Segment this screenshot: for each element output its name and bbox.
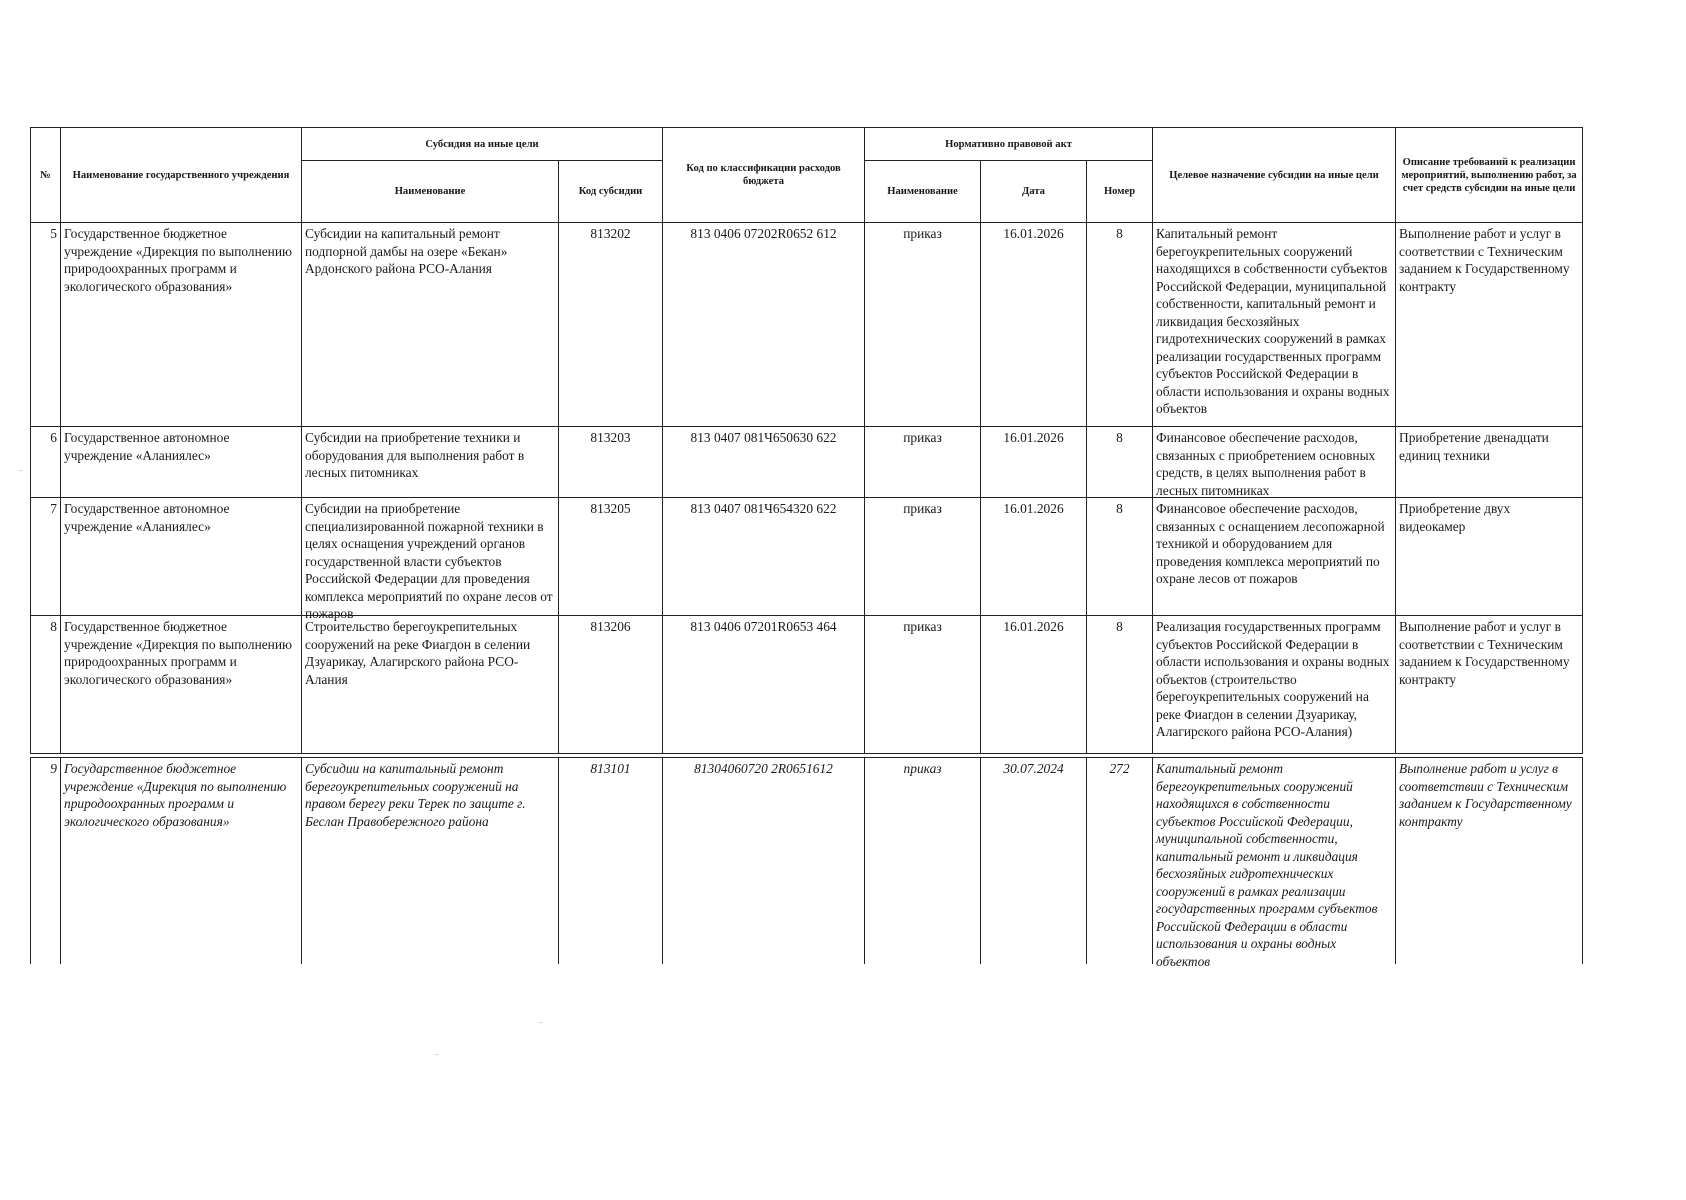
row-number: 8 (31, 616, 61, 754)
scan-speck (540, 1022, 542, 1023)
purpose-text: Финансовое обеспечение расходов, связанных с оснащением лесопожарной техникой и оборудованием для проведения комплекса мероприятий по охране лесов от пожаров (1156, 501, 1385, 586)
col-act-number-header: Номер (1087, 161, 1153, 223)
subsidy-code-cell: 813206 (559, 616, 663, 754)
col-act-group-header: Нормативно правовой акт (865, 128, 1153, 161)
institution-text: Государственное бюджетное учреждение «Дирекция по выполнению природоохранных программ и экологического образования» (64, 761, 287, 829)
table-row (31, 498, 1583, 616)
requirements-text: Выполнение работ и услуг в соответствии с Техническим заданием к Государственному контракту (1399, 619, 1570, 687)
kbk-cell: 813 0407 081Ч650630 622 (663, 427, 865, 498)
subsidy-name-text: Субсидии на приобретение специализированной пожарной техники в целях оснащения учреждений органов государственной власти субъектов Российской Федерации для проведения комплекса мероприятий по охране лесов от пожаров (305, 501, 553, 621)
act-date-cell: 16.01.2026 (981, 616, 1087, 754)
purpose-cell (1153, 427, 1396, 498)
table-row (31, 223, 1583, 427)
kbk-cell: 813 0407 081Ч654320 622 (663, 498, 865, 616)
act-number-cell: 8 (1087, 498, 1153, 616)
subsidy-name-text: Строительство берегоукрепительных сооружений на реке Фиагдон в селении Дзуарикау, Алагирского района РСО-Алания (305, 619, 531, 687)
subsidy-table-sheet (30, 127, 1582, 969)
act-number-cell: 8 (1087, 427, 1153, 498)
subsidy-code-cell: 813205 (559, 498, 663, 616)
requirements-text: Выполнение работ и услуг в соответствии с Техническим заданием к Государственному контракту (1399, 226, 1570, 294)
subsidy-name-cell (302, 758, 559, 965)
act-date-cell: 30.07.2024 (981, 758, 1087, 965)
act-date-cell: 16.01.2026 (981, 498, 1087, 616)
subsidy-table (30, 127, 1583, 969)
requirements-cell (1396, 223, 1583, 427)
subsidy-name-text: Субсидии на капитальный ремонт берегоукрепительных сооружений на правом берегу реки Терек по защите г. Беслан Правобережного района (305, 761, 526, 829)
subsidy-code-cell: 813202 (559, 223, 663, 427)
purpose-text: Капитальный ремонт берегоукрепительных сооружений находящихся в собственности субъектов Российской Федерации, муниципальной собственности, капитальный ремонт и ликвидация бесхозяйных гидротехнических сооружений в рамках реализации государственных программ субъектов Российской Федерации в области использования и охраны водных объектов (1156, 761, 1378, 969)
requirements-text: Выполнение работ и услуг в соответствии с Техническим заданием к Государственному контракту (1399, 761, 1572, 829)
act-date-cell: 16.01.2026 (981, 223, 1087, 427)
row-number: 6 (31, 427, 61, 498)
kbk-cell: 813 0406 07202R0652 612 (663, 223, 865, 427)
subsidy-name-cell (302, 616, 559, 754)
requirements-cell (1396, 498, 1583, 616)
subsidy-name-text: Субсидии на капитальный ремонт подпорной дамбы на озере «Бекан» Ардонского района РСО-Алания (305, 226, 508, 276)
institution-text: Государственное автономное учреждение «Аланиялес» (64, 501, 230, 534)
scan-speck (436, 1054, 438, 1055)
subsidy-name-cell (302, 427, 559, 498)
col-kbk-header: Код по классификации расходов бюджета (663, 128, 865, 223)
requirements-cell (1396, 758, 1583, 965)
institution-text: Государственное бюджетное учреждение «Дирекция по выполнению природоохранных программ и экологического образования» (64, 226, 293, 294)
purpose-text: Капитальный ремонт берегоукрепительных сооружений находящихся в собственности субъектов Российской Федерации, муниципальной собственности, капитальный ремонт и ликвидация бесхозяйных гидротехнических сооружений в рамках реализации государственных программ субъектов Российской Федерации в области использования и охраны водных объектов (1156, 226, 1390, 416)
col-subsidy-code-header: Код субсидии (559, 161, 663, 223)
col-act-date-header: Дата (981, 161, 1087, 223)
institution-cell (61, 758, 302, 965)
act-number-cell: 8 (1087, 223, 1153, 427)
table-body (31, 223, 1583, 969)
purpose-cell (1153, 758, 1396, 969)
subsidy-code-cell: 813203 (559, 427, 663, 498)
subsidy-name-text: Субсидии на приобретение техники и оборудования для выполнения работ в лесных питомниках (305, 430, 525, 480)
requirements-text: Приобретение двенадцати единиц техники (1399, 430, 1549, 463)
act-name-cell: приказ (865, 758, 981, 965)
purpose-cell (1153, 616, 1396, 754)
table-row (31, 758, 1583, 965)
kbk-cell: 813 0406 07201R0653 464 (663, 616, 865, 754)
institution-cell (61, 498, 302, 616)
act-name-cell: приказ (865, 427, 981, 498)
table-row (31, 427, 1583, 498)
institution-text: Государственное автономное учреждение «Аланиялес» (64, 430, 230, 463)
col-subsidy-group-header: Субсидия на иные цели (302, 128, 663, 161)
act-name-cell: приказ (865, 498, 981, 616)
col-num-header: № (31, 128, 61, 223)
col-requirements-header: Описание требований к реализации мероприятий, выполнению работ, за счет средств субсидии на иные цели (1396, 128, 1583, 223)
col-purpose-header: Целевое назначение субсидии на иные цели (1153, 128, 1396, 223)
row-number: 9 (31, 758, 61, 965)
institution-text: Государственное бюджетное учреждение «Дирекция по выполнению природоохранных программ и экологического образования» (64, 619, 293, 687)
col-act-name-header: Наименование (865, 161, 981, 223)
scan-speck (20, 470, 22, 471)
requirements-cell (1396, 616, 1583, 754)
subsidy-name-cell (302, 223, 559, 427)
row-number: 5 (31, 223, 61, 427)
act-number-cell: 8 (1087, 616, 1153, 754)
subsidy-name-cell (302, 498, 559, 621)
table-row (31, 616, 1583, 754)
act-name-cell: приказ (865, 616, 981, 754)
purpose-cell (1153, 223, 1396, 427)
purpose-text: Реализация государственных программ субъектов Российской Федерации в области использования и охраны водных объектов (строительство берегоукрепительных сооружений на реке Фиагдон в селении Дзуарикау, Алагирского района РСО-Алания) (1156, 619, 1390, 739)
row-number: 7 (31, 498, 61, 616)
purpose-cell (1153, 498, 1396, 616)
act-number-cell: 272 (1087, 758, 1153, 965)
col-institution-header: Наименование государственного учреждения (61, 128, 302, 223)
table-header (31, 128, 1583, 223)
requirements-text: Приобретение двух видеокамер (1399, 501, 1511, 534)
institution-cell (61, 223, 302, 427)
institution-cell (61, 427, 302, 498)
requirements-cell (1396, 427, 1583, 498)
subsidy-code-cell: 813101 (559, 758, 663, 965)
act-name-cell: приказ (865, 223, 981, 427)
purpose-text: Финансовое обеспечение расходов, связанных с приобретением основных средств, в целях выполнения работ в лесных питомниках (1156, 430, 1376, 498)
act-date-cell: 16.01.2026 (981, 427, 1087, 498)
institution-cell (61, 616, 302, 754)
kbk-cell: 81304060720 2R0651612 (663, 758, 865, 965)
col-subsidy-name-header: Наименование (302, 161, 559, 223)
